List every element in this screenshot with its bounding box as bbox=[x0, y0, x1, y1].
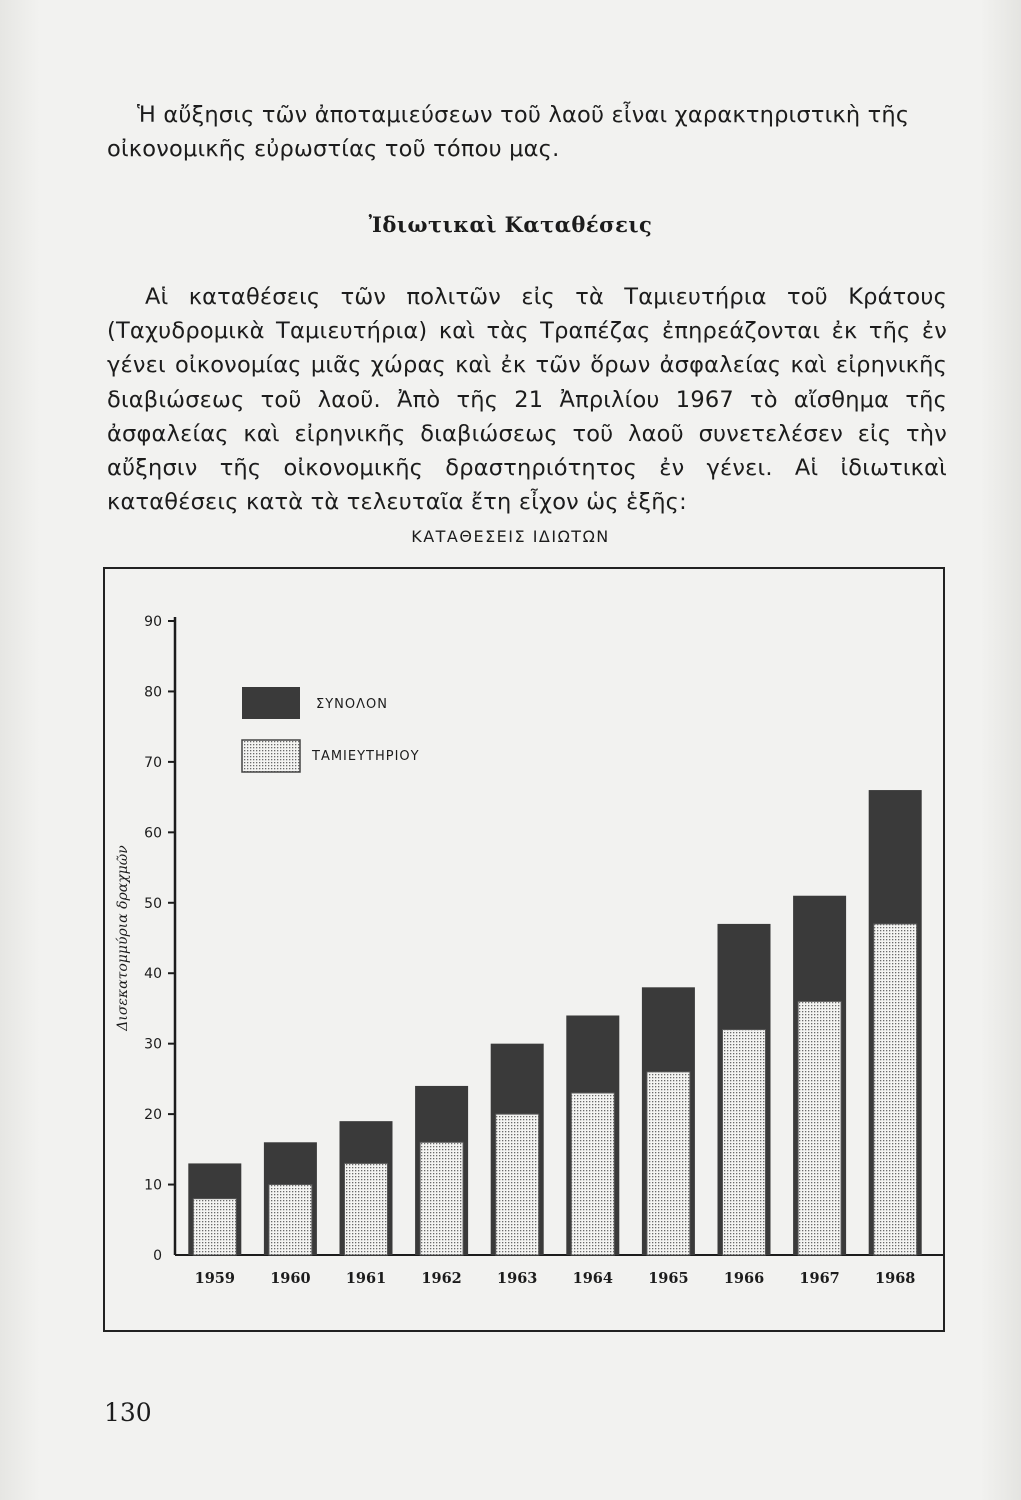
section-heading: Ἰδιωτικαὶ Καταθέσεις bbox=[368, 212, 653, 237]
y-tick-label: 30 bbox=[144, 1036, 162, 1053]
x-tick-label: 1965 bbox=[648, 1270, 689, 1287]
x-tick-label: 1967 bbox=[799, 1270, 840, 1287]
bar-savings-1965 bbox=[647, 1072, 690, 1255]
bar-savings-1966 bbox=[723, 1030, 766, 1255]
x-tick-label: 1963 bbox=[497, 1270, 538, 1287]
y-tick-label: 20 bbox=[144, 1107, 162, 1124]
chart-frame bbox=[103, 567, 945, 1332]
y-tick-label: 70 bbox=[144, 754, 162, 771]
y-tick-label: 40 bbox=[144, 966, 162, 983]
bar-savings-1959 bbox=[193, 1199, 236, 1255]
y-tick-label: 50 bbox=[144, 895, 162, 912]
bar-savings-1967 bbox=[798, 1001, 841, 1255]
bar-savings-1964 bbox=[571, 1093, 614, 1255]
bar-savings-1960 bbox=[269, 1185, 312, 1255]
legend-label-savings: ΤΑΜΙΕΥΤΗΡΙΟΥ bbox=[312, 749, 420, 764]
x-tick-label: 1962 bbox=[421, 1270, 462, 1287]
bar-savings-1963 bbox=[496, 1114, 539, 1255]
page-number: 130 bbox=[104, 1398, 152, 1427]
x-tick-label: 1961 bbox=[345, 1270, 387, 1287]
bar-chart bbox=[105, 569, 943, 1330]
x-tick-label: 1960 bbox=[270, 1270, 311, 1287]
y-tick-label: 10 bbox=[144, 1177, 162, 1194]
x-tick-label: 1964 bbox=[572, 1270, 613, 1287]
bar-savings-1961 bbox=[345, 1163, 388, 1255]
x-tick-label: 1966 bbox=[723, 1270, 765, 1287]
y-tick-label: 0 bbox=[153, 1248, 162, 1264]
y-tick-label: 80 bbox=[144, 684, 162, 701]
bar-savings-1962 bbox=[420, 1142, 463, 1255]
legend-swatch-savings bbox=[242, 740, 300, 772]
chart-title: ΚΑΤΑΘΕΣΕΙΣ ΙΔΙΩΤΩΝ bbox=[411, 527, 610, 546]
x-tick-label: 1968 bbox=[875, 1270, 916, 1287]
x-tick-label: 1959 bbox=[194, 1270, 235, 1287]
legend-swatch-total bbox=[242, 687, 300, 719]
y-tick-label: 60 bbox=[144, 825, 162, 842]
legend-label-total: ΣΥΝΟΛΟΝ bbox=[316, 697, 388, 712]
y-axis-title: Δισεκατομμύρια δραχμῶν bbox=[115, 845, 131, 1031]
bar-savings-1968 bbox=[874, 924, 917, 1255]
y-tick-label: 90 bbox=[144, 614, 162, 630]
body-paragraph: Αἱ καταθέσεις τῶν πολιτῶν εἰς τὰ Ταμιευτήρια τοῦ Κράτους (Ταχυδρομικὰ Ταμιευτήρια) καὶ τὰς Τραπέζας ἐπηρεάζονται ἐκ τῆς ἐν γένει οἰκονομίας μιᾶς χώρας καὶ ἐκ τῶν ὅρων ἀσφαλείας καὶ εἰρηνικῆς διαβιώσεως τοῦ λαοῦ. Ἀπὸ τῆς 21 Ἀπριλίου 1967 τὸ αἴσθημα τῆς ἀσφαλείας καὶ εἰρηνικῆς διαβιώσεως τοῦ λαοῦ συνετελέσεν εἰς τὴν αὔξησιν τῆς οἰκονομικῆς δραστηριότητος ἐν γένει. Αἱ ἰδιωτικαὶ καταθέσεις κατὰ τὰ τελευταῖα ἔτη εἶχον ὡς ἑξῆς: bbox=[107, 284, 947, 516]
intro-paragraph: Ἡ αὔξησις τῶν ἀποταμιεύσεων τοῦ λαοῦ εἶναι χαρακτηριστικὴ τῆς οἰκονομικῆς εὐρωστίας τοῦ τόπου μας. bbox=[107, 102, 910, 163]
